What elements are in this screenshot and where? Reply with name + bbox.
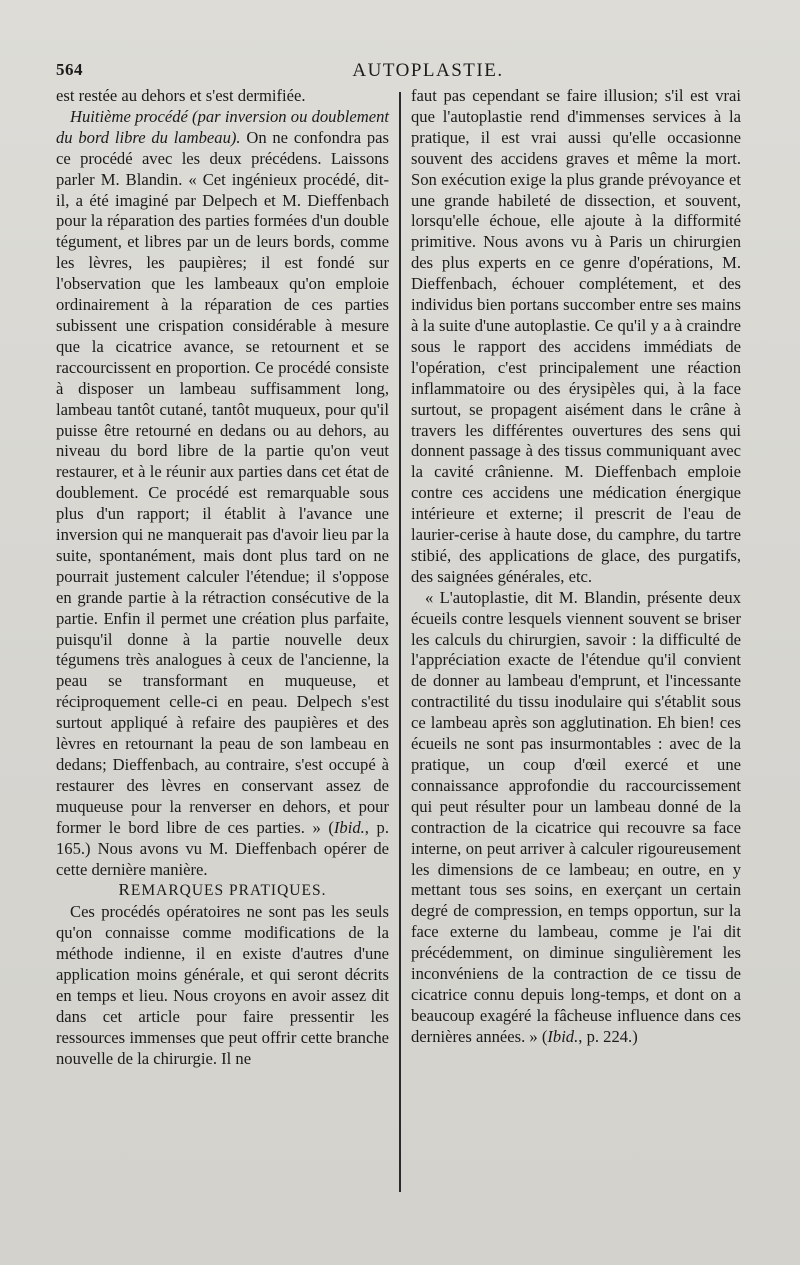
page-number: 564 [56,60,83,79]
left-column [56,86,389,1070]
procedure-title: Huitième procédé (par inversion ou doublement du bord libre du lambeau). [56,106,389,147]
citation-ibid: Ibid. [333,817,365,837]
section-heading-initial: R [118,880,131,900]
running-title: AUTOPLASTIE. [352,60,504,81]
citation-rest: , p. 165.) Nous avons vu M. Dieffenbach opérer de cette dernière manière. [56,817,390,879]
section-heading-rest: EMARQUES PRATIQUES. [130,882,327,900]
right-column [411,86,741,1048]
quote-text: « L'autoplastie, dit M. Blandin, présente deux écueils contre lesquels viennent souvent se briser les calculs du chirurgien, savoir : la difficulté de l'appréciation exacte de l'étendue qu'il convient de donner au lambeau d'emprunt, et l'incessante contractilité du tissu inodulaire qui s'établit sous ce lambeau après son agglutination. Eh bien! ces écueils ne sont pas insurmontables : avec de la pratique, un coup d'œil exercé et une connaissance approfondie du raccourcissement qui peut résulter pour un lambeau donné de la contraction de la cicatrice qui recouvre sa face interne, on peut arriver à calculer rigoureusement les dimensions de ce lambeau; en outre, en y mettant tous ses soins, en exerçant un certain degré de compression, en temps opportun, sur la face externe du lambeau, comme je l'ai dit précédemment, on diminue singulièrement les inconvéniens de la contraction de ce tissu de cicatrice connu depuis long-temps, et dont on a beaucoup exagéré la fâcheuse influence dans ces dernières années. » ( [411,587,741,1046]
section-heading [56,880,389,902]
left-paragraph-eighth-procedure [56,107,389,881]
citation-ibid-right: Ibid. [547,1026,579,1046]
right-paragraph-blandin-quote [411,588,741,1048]
citation-rest-right: , p. 224.) [578,1026,638,1046]
column-divider [399,92,401,1192]
procedure-text: On ne confondra pas ce procédé avec les deux précédens. Laissons parler M. Blandin. « Cet ingénieux procédé, dit-il, a été imaginé par Delpech et M. Dieffenbach pour la réparation des parties formées d'un double tégument, et libres par un de leurs bords, comme les lèvres, les paupières; il est fondé sur l'observation que les lambeaux qu'on emploie ordinairement à la réparation de ces parties subissent une crispation considérable à mesure que la cicatrice avance, se retournent et se raccourcissent en proportion. Ce procédé consiste à disposer un lambeau suffisamment long, lambeau tantôt cutané, tantôt muqueux, pour qu'il puisse être retourné en dedans ou au dehors, au niveau du bord libre de la partie qu'on veut restaurer, et à le réunir aux parties dans cet état de doublement. Ce procédé est remarquable sous plus d'un rapport; il établit à l'avance une inversion qui ne manquerait pas d'avoir lieu par la suite, spontanément, mais dont plus tard on ne pourrait justement calculer l'étendue; il s'oppose en grande partie à la rétraction consécutive de la partie. Enfin il permet une création plus parfaite, puisqu'il donne à la partie nouvelle deux tégumens très analogues à ceux de l'ancienne, la peau se transformant en muqueuse, et réciproquement celle-ci en peau. Delpech s'est surtout appliqué à refaire des paupières et des lèvres en retournant la peau de son lambeau en dedans; Dieffenbach, au contraire, s'est occupé à restaurer des lèvres en conservant assez de muqueuse pour la renverser en dehors, et pour former le bord libre de ces parties. » ( [56,127,389,837]
right-paragraph-continuation: faut pas cependant se faire illusion; s'il est vrai que l'autoplastie rend d'immenses services à la pratique, il est vrai aussi qu'elle occasionne souvent des accidens graves et même la mort. Son exécution exige la plus grande prévoyance et une grande habileté de dissection, et souvent, lorsqu'elle échoue, elle ajoute à la difformité primitive. Nous avons vu à Paris un chirurgien des plus experts en ce genre d'opérations, M. Dieffenbach, échouer complétement, et des individus bien portans succomber entre ses mains à la suite d'une autoplastie. Ce qu'il y a à craindre sous le rapport des accidens immédiats de l'opération, c'est principalement une réaction inflammatoire ou des érysipèles qui, à la face surtout, se propagent aisément dans le crâne à travers les différentes ouvertures des sens qui donnent passage à des tissus communiquant avec la cavité crânienne. M. Dieffenbach emploie contre ces accidens une médication énergique intérieure et externe; il prescrit de l'eau de laurier-cerise à haute dose, du camphre, du tartre stibié, des applications de glace, des purgatifs, des saignées générales, etc. [411,86,741,586]
left-paragraph-remarks: Ces procédés opératoires ne sont pas les seuls qu'on connaisse comme modifications de la méthode indienne, il en existe d'autres d'une application moins générale, et qui seront décrits en temps et lieu. Nous croyons en avoir assez dit dans cet article pour faire pressentir les ressources immenses que peut offrir cette branche nouvelle de la chirurgie. Il ne [56,902,389,1068]
left-paragraph-continuation: est restée au dehors et s'est dermifiée. [56,86,306,105]
page-header [56,60,760,86]
